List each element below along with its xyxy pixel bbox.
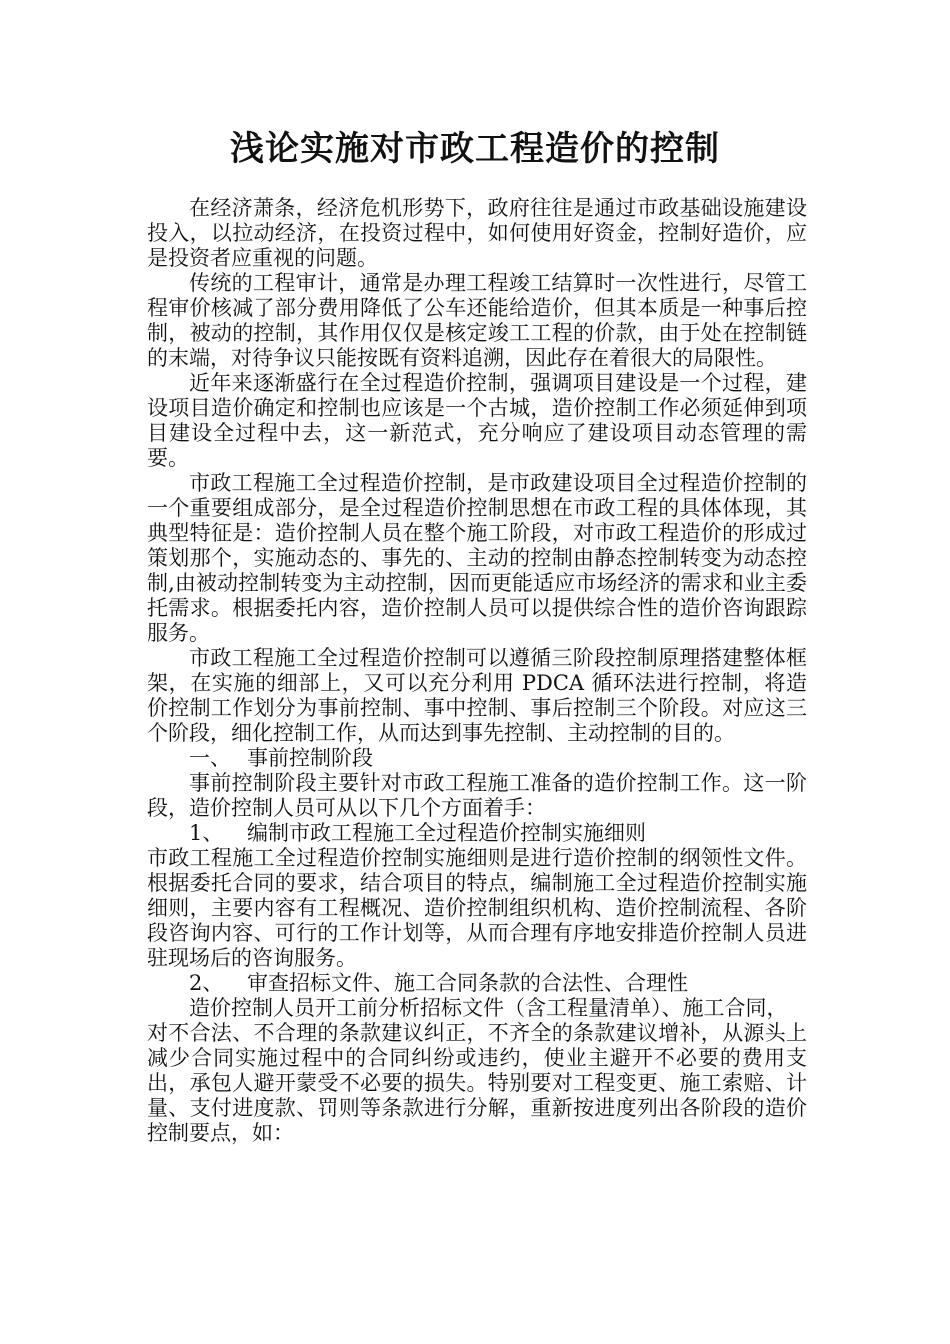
paragraph-9: 对不合法、不合理的条款建议纠正，不齐全的条款建议增补，从源头上减少合同实施过程中的合同纠纷或违约，使业主避开不必要的费用支出，承包人避开蒙受不必要的损失。特别要对工程变更、施工索赔、计量、支付进度款、罚则等条款进行分解，重新按进度列出各阶段的造价控制要点，如： <box>147 1021 807 1145</box>
paragraph-3: 近年来逐渐盛行在全过程造价控制，强调项目建设是一个过程，建设项目造价确定和控制也应该是一个古城，造价控制工作必须延伸到项目建设全过程中去，这一新范式，充分响应了建设项目动态管理的需要。 <box>147 371 807 470</box>
item-heading-2 <box>147 971 807 996</box>
paragraph-6: 事前控制阶段主要针对市政工程施工准备的造价控制工作。这一阶段，造价控制人员可从以下几个方面着手： <box>147 771 807 820</box>
item-number: 1、 <box>189 821 224 845</box>
paragraph-1: 在经济萧条，经济危机形势下，政府往往是通过市政基础设施建设投入，以拉动经济，在投资过程中，如何使用好资金，控制好造价，应是投资者应重视的问题。 <box>147 196 807 270</box>
section-number: 一、 <box>189 746 231 770</box>
section-heading-1 <box>147 746 807 771</box>
paragraph-2: 传统的工程审计，通常是办理工程竣工结算时一次性进行，尽管工程审价核减了部分费用降低了公车还能给造价，但其本质是一种事后控制，被动的控制，其作用仅仅是核定竣工工程的价款，由于处在控制链的末端，对待争议只能按既有资料追溯，因此存在着很大的局限性。 <box>147 271 807 370</box>
paragraph-5: 市政工程施工全过程造价控制可以遵循三阶段控制原理搭建整体框架，在实施的细部上，又可以充分利用 PDCA 循环法进行控制，将造价控制工作划分为事前控制、事中控制、事后控制三个阶段。对应这三个阶段，细化控制工作，从而达到事先控制、主动控制的目的。 <box>147 646 807 745</box>
item-title: 编制市政工程施工全过程造价控制实施细则 <box>247 821 646 845</box>
paragraph-4: 市政工程施工全过程造价控制，是市政建设项目全过程造价控制的一个重要组成部分，是全过程造价控制思想在市政工程的具体体现，其典型特征是：造价控制人员在整个施工阶段，对市政工程造价的形成过策划那个，实施动态的、事先的、主动的控制由静态控制转变为动态控制,由被动控制转变为主动控制，因而更能适应市场经济的需求和业主委托需求。根据委托内容，造价控制人员可以提供综合性的造价咨询跟踪服务。 <box>147 471 807 645</box>
item-title: 审查招标文件、施工合同条款的合法性、合理性 <box>247 971 688 995</box>
paragraph-7: 市政工程施工全过程造价控制实施细则是进行造价控制的纲领性文件。根据委托合同的要求，结合项目的特点，编制施工全过程造价控制实施细则，主要内容有工程概况、造价控制组织机构、造价控制流程、各阶段咨询内容、可行的工作计划等，从而合理有序地安排造价控制人员进驻现场后的咨询服务。 <box>147 846 807 970</box>
document-body <box>147 196 807 1146</box>
section-title: 事前控制阶段 <box>247 746 373 770</box>
document-title: 浅论实施对市政工程造价的控制 <box>230 129 720 169</box>
item-number: 2、 <box>189 971 224 995</box>
item-heading-1 <box>147 821 807 846</box>
paragraph-8: 造价控制人员开工前分析招标文件（含工程量清单）、施工合同， <box>189 996 788 1020</box>
